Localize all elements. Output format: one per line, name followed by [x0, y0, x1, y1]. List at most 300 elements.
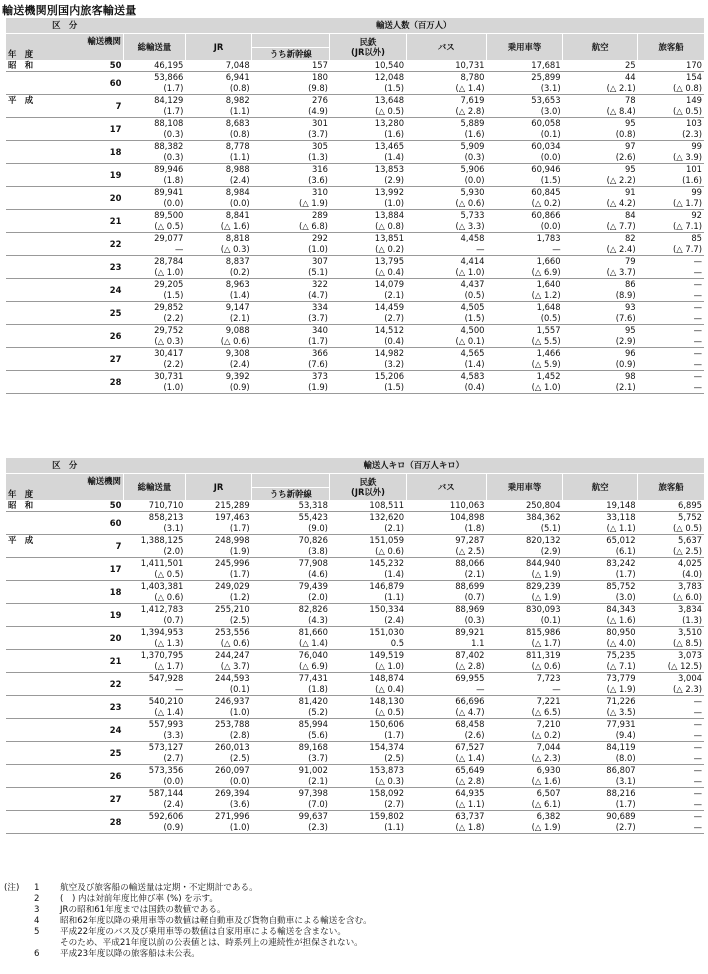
cell-value: 830,093	[525, 604, 561, 615]
cell-value: 7,048	[185, 60, 251, 72]
cell-growth-rate: (3.0)	[563, 592, 638, 604]
cell-value: 8,778	[225, 141, 250, 152]
cell-growth-rate: (2.9)	[487, 546, 563, 558]
cell-growth-rate: (0.0)	[487, 152, 563, 164]
cell-value: 101	[686, 164, 702, 175]
cell-value: 13,465	[374, 141, 405, 152]
cell-growth-rate: (1.1)	[185, 152, 251, 164]
cell-value: 81,660	[298, 627, 328, 638]
row-year: 60	[69, 512, 123, 535]
cell-growth-rate: (1.7)	[123, 106, 185, 118]
note-text: 昭和62年度以降の乗用車等の数値は軽自動車及び貨物自動車による輸送を含む。	[60, 916, 372, 926]
cell-value: 1,452	[536, 371, 561, 382]
cell-value: 84,343	[606, 604, 636, 615]
cell-growth-rate: (2.4)	[185, 359, 251, 371]
cell-growth-rate: (1.7)	[330, 730, 406, 742]
cell-value: 77,931	[606, 719, 636, 730]
cell-growth-rate: (△ 1.9)	[487, 822, 563, 834]
row-era	[6, 256, 69, 279]
cell-value: 82,826	[298, 604, 328, 615]
cell-growth-rate: (△ 1.3)	[123, 638, 185, 650]
cell-value: 95	[624, 325, 636, 336]
note-number: 1	[34, 883, 40, 893]
cell-growth-rate: (△ 0.4)	[330, 684, 406, 696]
cell-growth-rate: (△ 7.1)	[563, 661, 638, 673]
cell-value: 7,619	[460, 95, 485, 106]
row-era	[6, 371, 69, 394]
cell-value: 8,988	[225, 164, 250, 175]
cell-growth-rate: (1.1)	[330, 822, 406, 834]
cell-value: 6,382	[536, 811, 561, 822]
cell-growth-rate: (△ 0.5)	[330, 707, 406, 719]
cell-growth-rate: (1.4)	[406, 359, 486, 371]
row-year: 27	[69, 348, 123, 371]
cell-value: 373	[311, 371, 328, 382]
cell-growth-rate: (△ 1.1)	[563, 523, 638, 535]
column-header-7: 旅客船	[638, 474, 704, 501]
cell-value: 301	[311, 118, 328, 129]
note-label	[4, 938, 34, 949]
note-item	[4, 938, 704, 949]
note-text: 航空及び旅客船の輸送量は定期・不定期計である。	[60, 883, 258, 893]
cell-value: 5,889	[460, 118, 485, 129]
cell-growth-rate: (1.5)	[330, 83, 406, 95]
cell-value: 17,681	[487, 60, 563, 72]
cell-value: 305	[311, 141, 328, 152]
cell-growth-rate: —	[638, 359, 704, 371]
cell-value: 7,210	[536, 719, 561, 730]
cell-value: 8,982	[225, 95, 250, 106]
cell-growth-rate: (△ 0.5)	[123, 221, 185, 233]
cell-growth-rate: (5.1)	[252, 267, 330, 279]
cell-growth-rate: (△ 1.7)	[638, 198, 704, 210]
cell-value: 4,505	[460, 302, 485, 313]
column-header-2: うち新幹線	[252, 48, 330, 61]
cell-value: 149	[686, 95, 702, 106]
cell-growth-rate: (2.6)	[563, 152, 638, 164]
cell-value: 87,402	[455, 650, 485, 661]
cell-growth-rate: (0.0)	[123, 198, 185, 210]
cell-growth-rate: (1.0)	[185, 822, 251, 834]
cell-value: 63,737	[455, 811, 485, 822]
cell-growth-rate: (2.7)	[563, 822, 638, 834]
cell-growth-rate: (0.1)	[185, 684, 251, 696]
cell-growth-rate: (2.2)	[123, 313, 185, 325]
cell-value: 158,092	[369, 788, 405, 799]
cell-value: 146,879	[369, 581, 405, 592]
cell-value: 89,168	[298, 742, 328, 753]
cell-value: 84,119	[606, 742, 636, 753]
cell-value: 13,992	[374, 187, 405, 198]
cell-growth-rate: (5.2)	[252, 707, 330, 719]
row-year: 21	[69, 650, 123, 673]
cell-value: 244,247	[215, 650, 250, 661]
cell-value: 154	[686, 72, 702, 83]
cell-value: 253,788	[215, 719, 250, 730]
cell-value: 89,941	[154, 187, 184, 198]
cell-value: 93	[624, 302, 636, 313]
cell-growth-rate: (1.8)	[406, 523, 486, 535]
row-era: 昭 和	[6, 500, 69, 512]
column-header-line: (JR以外)	[351, 487, 385, 497]
cell-growth-rate: (△ 0.3)	[185, 244, 251, 256]
cell-value: 97,398	[298, 788, 328, 799]
cell-value: —	[693, 696, 702, 707]
cell-value: 76,040	[298, 650, 328, 661]
cell-growth-rate: (△ 1.4)	[406, 83, 486, 95]
cell-growth-rate: (3.7)	[252, 313, 330, 325]
cell-growth-rate: (2.5)	[330, 753, 406, 765]
cell-growth-rate: (1.0)	[185, 707, 251, 719]
cell-value: —	[693, 719, 702, 730]
cell-value: 13,853	[374, 164, 405, 175]
cell-value: 46,195	[123, 60, 185, 72]
row-era	[6, 141, 69, 164]
cell-value: 269,394	[215, 788, 250, 799]
cell-growth-rate: (△ 0.3)	[330, 776, 406, 788]
cell-growth-rate: (△ 6.9)	[487, 267, 563, 279]
cell-value: 53,653	[531, 95, 561, 106]
cell-value: 322	[311, 279, 328, 290]
cell-value: 5,733	[460, 210, 485, 221]
cell-value: 95	[624, 118, 636, 129]
passenger-km-table	[6, 458, 704, 834]
cell-growth-rate: (9.8)	[252, 83, 330, 95]
cell-value: 1,466	[536, 348, 561, 359]
cell-growth-rate: (△ 1.9)	[252, 198, 330, 210]
note-number: 4	[34, 916, 40, 926]
cell-value: 5,637	[678, 535, 702, 546]
cell-growth-rate: (4.6)	[252, 569, 330, 581]
cell-value: 1,411,501	[140, 558, 184, 569]
cell-value: 14,079	[374, 279, 405, 290]
cell-value: 96	[624, 348, 636, 359]
cell-value: 13,648	[374, 95, 405, 106]
cell-growth-rate: (9.0)	[252, 523, 330, 535]
cell-growth-rate: (2.4)	[185, 175, 251, 187]
cell-growth-rate: (△ 1.0)	[487, 382, 563, 394]
cell-value: 10,540	[330, 60, 406, 72]
cell-value: —	[693, 742, 702, 753]
cell-value: 3,783	[678, 581, 702, 592]
cell-value: 246,937	[215, 696, 250, 707]
cell-value: 1,557	[536, 325, 561, 336]
row-era	[6, 233, 69, 256]
cell-growth-rate: (△ 0.5)	[638, 523, 704, 535]
cell-value: 6,507	[536, 788, 561, 799]
cell-growth-rate: (△ 1.4)	[123, 707, 185, 719]
cell-growth-rate: (7.6)	[252, 359, 330, 371]
note-number: 3	[34, 905, 40, 915]
cell-value: 86,807	[606, 765, 636, 776]
cell-growth-rate: (1.7)	[185, 569, 251, 581]
cell-value: 4,500	[460, 325, 485, 336]
cell-growth-rate: (△ 8.4)	[563, 106, 638, 118]
note-item	[4, 894, 704, 905]
cell-value: 30,731	[154, 371, 184, 382]
note-number: 2	[34, 894, 40, 904]
cell-value: 540,210	[148, 696, 184, 707]
cell-value: 84	[624, 210, 636, 221]
cell-growth-rate: 0.5	[330, 638, 406, 650]
cell-growth-rate: (3.0)	[487, 106, 563, 118]
cell-value: 5,906	[460, 164, 485, 175]
cell-growth-rate: (1.3)	[252, 152, 330, 164]
cell-value: 13,280	[374, 118, 405, 129]
cell-growth-rate: (2.1)	[185, 313, 251, 325]
note-label	[4, 927, 34, 938]
cell-growth-rate: (0.5)	[487, 313, 563, 325]
cell-value: 8,837	[225, 256, 250, 267]
cell-value: 92	[691, 210, 702, 221]
cell-growth-rate: (1.7)	[252, 336, 330, 348]
cell-value: 573,356	[148, 765, 184, 776]
cell-growth-rate: (2.8)	[185, 730, 251, 742]
row-era: 昭 和	[6, 60, 69, 72]
cell-value: 73,779	[606, 673, 636, 684]
cell-value: 10,731	[406, 60, 486, 72]
cell-growth-rate: (2.6)	[406, 730, 486, 742]
cell-growth-rate: (△ 1.0)	[123, 267, 185, 279]
note-label	[4, 905, 34, 916]
cell-growth-rate: (7.0)	[252, 799, 330, 811]
cell-value: 89,921	[455, 627, 485, 638]
row-year: 18	[69, 581, 123, 604]
column-header-3	[330, 474, 406, 501]
cell-value: 53,318	[252, 500, 330, 512]
cell-value: —	[693, 256, 702, 267]
cell-growth-rate: (△ 3.9)	[638, 152, 704, 164]
header-spacer	[252, 34, 330, 48]
cell-growth-rate: (5.1)	[487, 523, 563, 535]
cell-value: 592,606	[148, 811, 184, 822]
row-year: 19	[69, 604, 123, 627]
cell-value: 53,866	[154, 72, 184, 83]
cell-value: —	[693, 325, 702, 336]
column-header-3	[330, 34, 406, 61]
cell-value: 149,519	[369, 650, 405, 661]
cell-value: 253,556	[215, 627, 250, 638]
cell-growth-rate: (△ 1.6)	[487, 776, 563, 788]
cell-value: —	[693, 371, 702, 382]
row-year: 28	[69, 371, 123, 394]
cell-growth-rate: (2.5)	[185, 615, 251, 627]
cell-value: 13,795	[374, 256, 405, 267]
cell-growth-rate: (3.7)	[252, 753, 330, 765]
cell-value: 4,025	[678, 558, 702, 569]
cell-value: 88,066	[455, 558, 485, 569]
cell-value: 820,132	[525, 535, 561, 546]
cell-growth-rate: (0.9)	[563, 359, 638, 371]
column-header-0: 総輸送量	[123, 34, 185, 61]
cell-growth-rate: (1.0)	[123, 382, 185, 394]
cell-growth-rate: (4.0)	[638, 569, 704, 581]
cell-growth-rate: (3.2)	[330, 359, 406, 371]
cell-growth-rate: (△ 1.4)	[406, 753, 486, 765]
cell-value: 1,648	[536, 302, 561, 313]
cell-value: 91,002	[298, 765, 328, 776]
cell-value: 33,118	[606, 512, 636, 523]
cell-value: 710,710	[123, 500, 185, 512]
cell-value: 82	[624, 233, 636, 244]
cell-growth-rate: (1.4)	[185, 290, 251, 302]
cell-growth-rate: —	[638, 707, 704, 719]
cell-growth-rate: —	[406, 244, 486, 256]
cell-growth-rate: (△ 0.6)	[487, 661, 563, 673]
cell-value: 7,723	[536, 673, 561, 684]
cell-growth-rate: (△ 2.5)	[638, 546, 704, 558]
column-header-7: 旅客船	[638, 34, 704, 61]
row-year: 19	[69, 164, 123, 187]
cell-growth-rate: (1.5)	[330, 382, 406, 394]
cell-value: 99	[691, 187, 702, 198]
cell-value: 1,388,125	[140, 535, 184, 546]
row-era	[6, 302, 69, 325]
row-year: 25	[69, 302, 123, 325]
cell-value: 307	[311, 256, 328, 267]
cell-value: 271,996	[215, 811, 250, 822]
cell-growth-rate: (0.0)	[185, 776, 251, 788]
cell-value: 91	[624, 187, 636, 198]
cell-value: 145,232	[369, 558, 405, 569]
cell-growth-rate: (△ 6.8)	[252, 221, 330, 233]
header-mode-label: 輸送機関	[6, 34, 123, 48]
cell-growth-rate: (0.4)	[330, 336, 406, 348]
header-mode-label: 輸送機関	[6, 474, 123, 488]
note-item	[4, 916, 704, 927]
row-year: 20	[69, 627, 123, 650]
row-era	[6, 581, 69, 604]
cell-value: 3,834	[678, 604, 702, 615]
row-era	[6, 325, 69, 348]
header-unit: 輸送人数（百万人）	[123, 18, 704, 34]
cell-value: 1,394,953	[140, 627, 184, 638]
cell-value: 88,969	[455, 604, 485, 615]
cell-value: 215,289	[185, 500, 251, 512]
cell-value: 25	[563, 60, 638, 72]
cell-growth-rate: (△ 2.3)	[487, 753, 563, 765]
cell-value: 78	[624, 95, 636, 106]
row-year: 28	[69, 811, 123, 834]
cell-growth-rate: —	[406, 684, 486, 696]
row-year: 26	[69, 765, 123, 788]
cell-value: 180	[311, 72, 328, 83]
cell-growth-rate: (△ 5.5)	[487, 336, 563, 348]
cell-value: 4,414	[460, 256, 485, 267]
note-text: ( ) 内は対前年度比伸び率 (%) を示す。	[60, 894, 218, 904]
cell-growth-rate: (△ 2.5)	[406, 546, 486, 558]
cell-growth-rate: (3.1)	[487, 83, 563, 95]
cell-growth-rate: (0.3)	[406, 615, 486, 627]
cell-value: 148,874	[369, 673, 405, 684]
cell-value: 15,206	[374, 371, 405, 382]
cell-growth-rate: (1.7)	[123, 83, 185, 95]
cell-value: 13,851	[374, 233, 405, 244]
header-unit: 輸送人キロ（百万人キロ）	[123, 458, 704, 474]
cell-growth-rate: (1.8)	[123, 175, 185, 187]
cell-growth-rate: (△ 2.8)	[406, 776, 486, 788]
cell-value: 77,908	[298, 558, 328, 569]
column-header-4: バス	[406, 474, 486, 501]
column-header-5: 乗用車等	[487, 34, 563, 61]
cell-value: 8,984	[225, 187, 250, 198]
cell-growth-rate: (0.1)	[487, 129, 563, 141]
cell-growth-rate: (△ 6.0)	[638, 592, 704, 604]
cell-value: 9,392	[225, 371, 250, 382]
cell-growth-rate: (2.4)	[123, 799, 185, 811]
cell-value: 67,527	[455, 742, 485, 753]
cell-growth-rate: —	[638, 753, 704, 765]
cell-value: 89,500	[154, 210, 184, 221]
cell-growth-rate: (△ 0.2)	[487, 198, 563, 210]
cell-growth-rate: (1.6)	[406, 129, 486, 141]
cell-growth-rate: —	[487, 684, 563, 696]
cell-value: 99,637	[298, 811, 328, 822]
cell-growth-rate: (△ 0.8)	[330, 221, 406, 233]
cell-value: 6,930	[536, 765, 561, 776]
cell-growth-rate: (△ 4.7)	[406, 707, 486, 719]
cell-value: 29,752	[154, 325, 184, 336]
cell-value: 5,930	[460, 187, 485, 198]
cell-value: 4,437	[460, 279, 485, 290]
row-year: 50	[69, 500, 123, 512]
cell-value: 85,752	[606, 581, 636, 592]
cell-growth-rate: —	[638, 730, 704, 742]
cell-growth-rate: (△ 1.2)	[487, 290, 563, 302]
cell-growth-rate: (1.1)	[185, 106, 251, 118]
row-era	[6, 187, 69, 210]
row-year: 22	[69, 673, 123, 696]
cell-growth-rate: (2.0)	[123, 546, 185, 558]
cell-growth-rate: (4.7)	[252, 290, 330, 302]
cell-growth-rate: (1.5)	[123, 290, 185, 302]
note-text: 平成23年度以降の旅客船は未公表。	[60, 949, 200, 959]
cell-value: 292	[311, 233, 328, 244]
cell-growth-rate: (△ 6.9)	[252, 661, 330, 673]
cell-growth-rate: (0.5)	[406, 290, 486, 302]
cell-growth-rate: (2.3)	[252, 822, 330, 834]
cell-value: 7,221	[536, 696, 561, 707]
cell-value: 260,097	[215, 765, 250, 776]
cell-value: 103	[686, 118, 702, 129]
cell-growth-rate: (△ 1.1)	[406, 799, 486, 811]
cell-value: 244,593	[215, 673, 250, 684]
cell-growth-rate: (△ 1.4)	[252, 638, 330, 650]
cell-value: 80,950	[606, 627, 636, 638]
note-label	[4, 894, 34, 905]
cell-growth-rate: (1.0)	[252, 244, 330, 256]
cell-value: 1,783	[536, 233, 561, 244]
cell-growth-rate: (4.9)	[252, 106, 330, 118]
cell-value: 159,802	[369, 811, 405, 822]
cell-value: 811,319	[525, 650, 561, 661]
cell-value: 88,108	[154, 118, 184, 129]
cell-growth-rate: (3.7)	[252, 129, 330, 141]
cell-value: 88,382	[154, 141, 184, 152]
cell-value: 60,946	[531, 164, 561, 175]
cell-growth-rate: —	[638, 776, 704, 788]
cell-value: 14,512	[374, 325, 405, 336]
cell-value: 7,044	[536, 742, 561, 753]
cell-growth-rate: (2.1)	[330, 290, 406, 302]
column-header-4: バス	[406, 34, 486, 61]
cell-value: —	[693, 765, 702, 776]
cell-value: 44	[624, 72, 636, 83]
cell-value: —	[693, 302, 702, 313]
cell-value: 70,826	[298, 535, 328, 546]
cell-value: 85,994	[298, 719, 328, 730]
cell-growth-rate: —	[638, 382, 704, 394]
